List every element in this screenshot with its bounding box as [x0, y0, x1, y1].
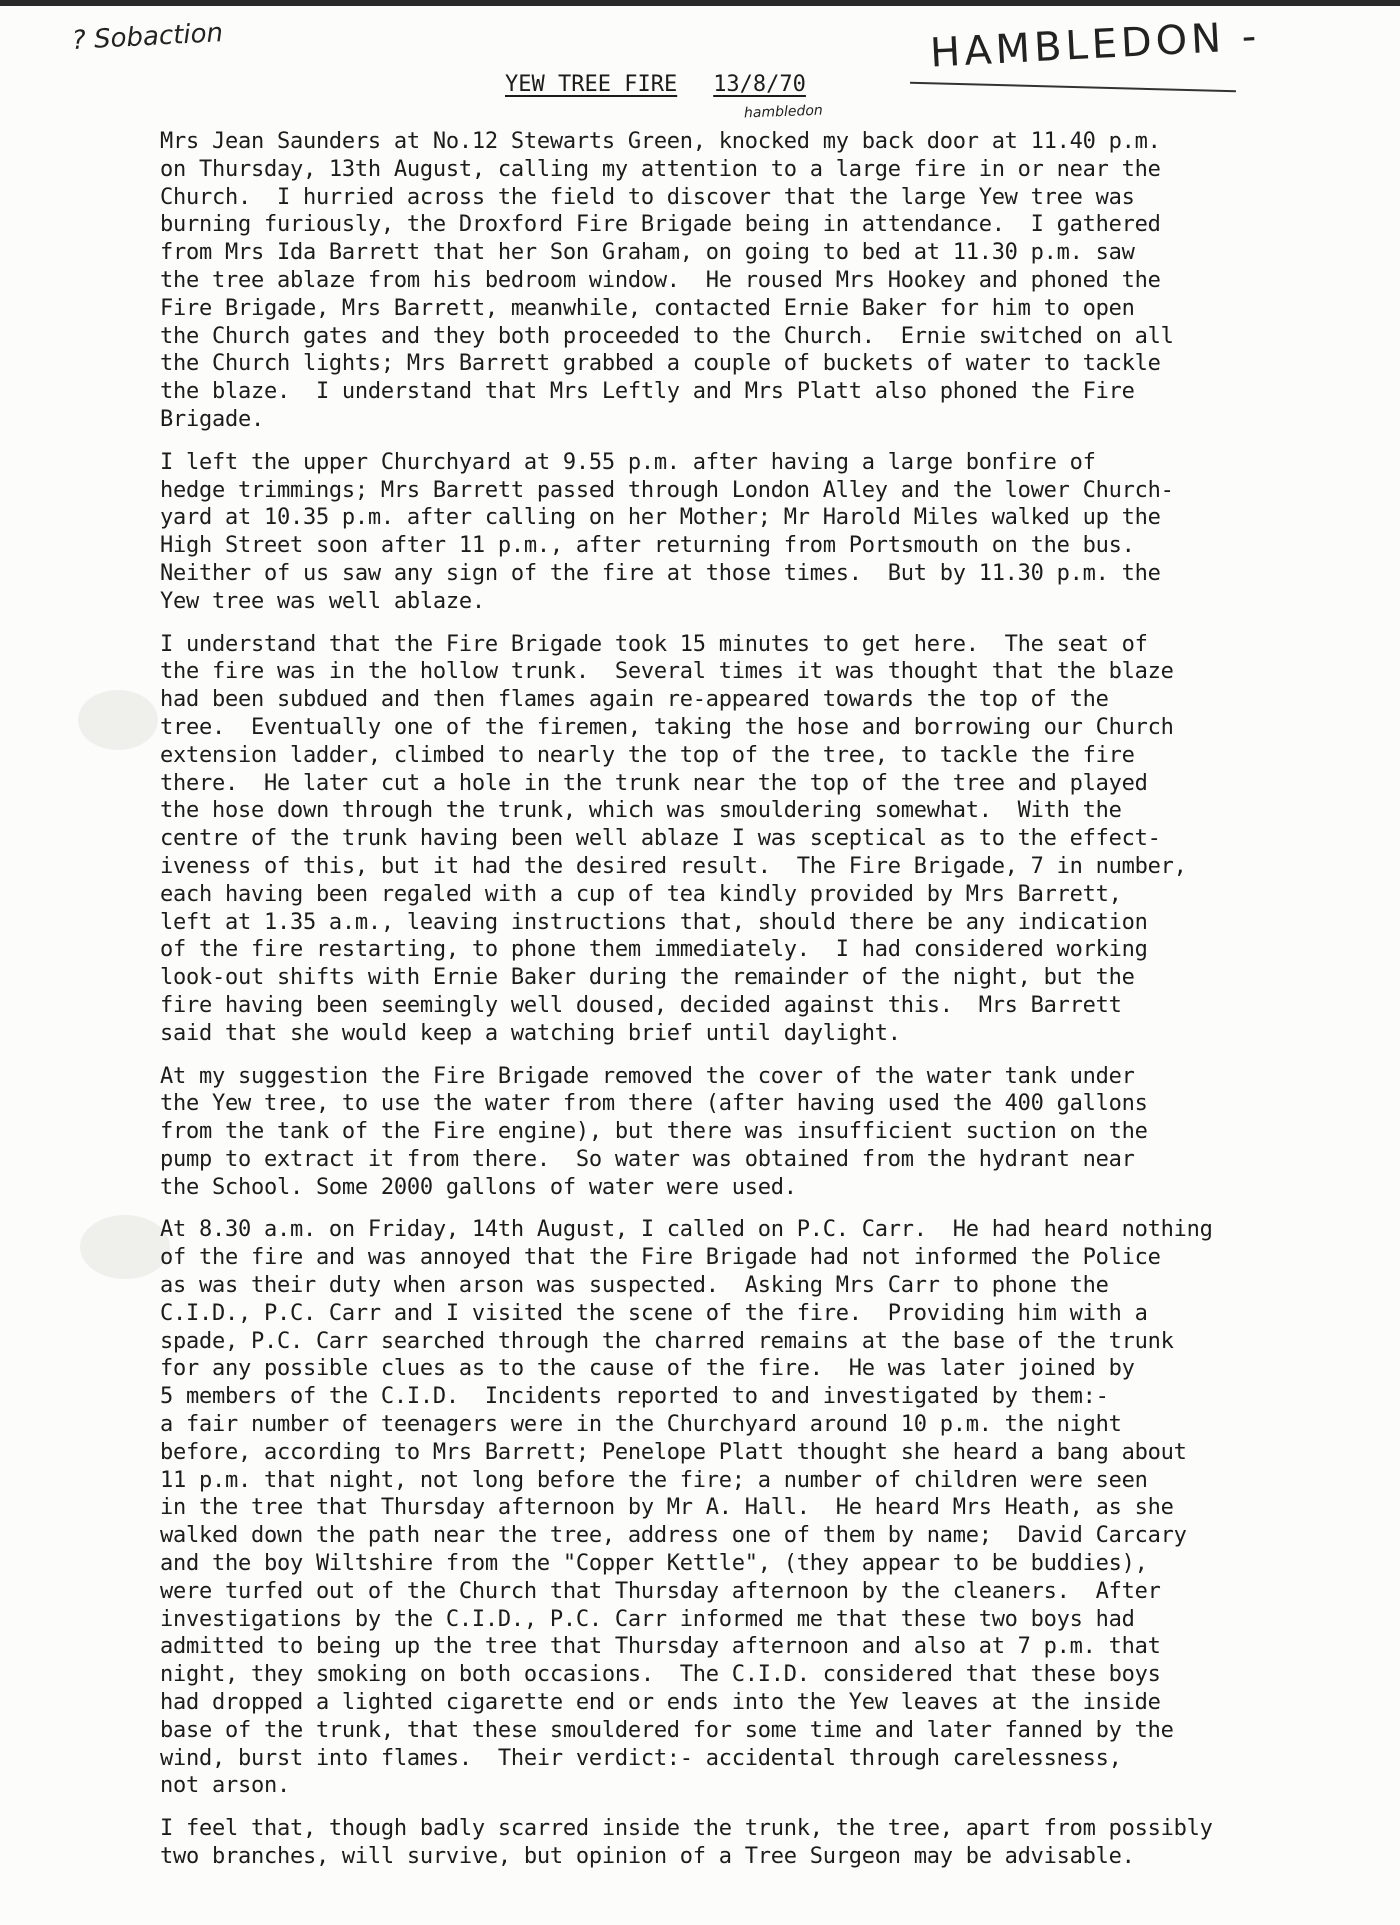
text-line: pump to extract it from there. So water was obtained from the hydrant near: [160, 1146, 1135, 1172]
text-line: iveness of this, but it had the desired result. The Fire Brigade, 7 in number,: [160, 853, 1187, 879]
text-line: burning furiously, the Droxford Fire Brigade being in attendance. I gathered: [160, 212, 1161, 238]
text-line: a fair number of teenagers were in the Churchyard around 10 p.m. the night: [160, 1412, 1122, 1438]
text-line: from the tank of the Fire engine), but there was insufficient suction on the: [160, 1119, 1148, 1145]
text-line: the hose down through the trunk, which was smouldering somewhat. With the: [160, 798, 1122, 824]
text-line: each having been regaled with a cup of tea kindly provided by Mrs Barrett,: [160, 881, 1122, 907]
text-line: Mrs Jean Saunders at No.12 Stewarts Green, knocked my back door at 11.40 p.m.: [160, 129, 1161, 154]
paragraph-6: [160, 1815, 1340, 1871]
text-line: Brigade.: [160, 406, 264, 432]
text-line: in the tree that Thursday afternoon by Mr A. Hall. He heard Mrs Heath, as she: [160, 1495, 1174, 1521]
text-line: base of the trunk, that these smouldered for some time and later fanned by the: [160, 1717, 1174, 1743]
text-line: the Church gates and they both proceeded to the Church. Ernie switched on all: [160, 323, 1174, 349]
text-line: tree. Eventually one of the firemen, taking the hose and borrowing our Church: [160, 714, 1174, 740]
text-line: hedge trimmings; Mrs Barrett passed through London Alley and the lower Church-: [160, 477, 1174, 503]
text-line: of the fire and was annoyed that the Fire Brigade had not informed the Police: [160, 1245, 1161, 1271]
title-date: 13/8/70: [713, 72, 806, 97]
document-body: [160, 128, 1340, 1886]
text-line: the Church lights; Mrs Barrett grabbed a couple of buckets of water to tackle: [160, 351, 1161, 377]
text-line: Yew tree was well ablaze.: [160, 588, 485, 614]
paragraph-2: [160, 449, 1340, 616]
text-line: on Thursday, 13th August, calling my attention to a large fire in or near the: [160, 156, 1161, 182]
paper-blemish: [78, 690, 158, 750]
text-line: At 8.30 a.m. on Friday, 14th August, I called on P.C. Carr. He had heard nothing: [160, 1217, 1213, 1243]
text-line: At my suggestion the Fire Brigade removed the cover of the water tank under: [160, 1063, 1135, 1089]
text-line: I left the upper Churchyard at 9.55 p.m. after having a large bonfire of: [160, 449, 1096, 475]
text-line: the tree ablaze from his bedroom window. He roused Mrs Hookey and phoned the: [160, 267, 1161, 293]
text-line: left at 1.35 a.m., leaving instructions that, should there be any indication: [160, 909, 1148, 935]
text-line: the Yew tree, to use the water from there (after having used the 400 gallons: [160, 1091, 1148, 1117]
document-title: [505, 72, 806, 97]
paragraph-3: [160, 631, 1340, 1048]
text-line: night, they smoking on both occasions. The C.I.D. considered that these boys: [160, 1662, 1161, 1688]
text-line: Church. I hurried across the field to discover that the large Yew tree was: [160, 184, 1135, 210]
text-line: extension ladder, climbed to nearly the top of the tree, to tackle the fire: [160, 742, 1135, 768]
handwritten-place-name: HAMBLEDON -: [929, 13, 1262, 77]
paragraph-4: [160, 1063, 1340, 1202]
text-line: C.I.D., P.C. Carr and I visited the scene of the fire. Providing him with a: [160, 1300, 1148, 1326]
text-line: wind, burst into flames. Their verdict:- accidental through carelessness,: [160, 1745, 1122, 1771]
text-line: fire having been seemingly well doused, decided against this. Mrs Barrett: [160, 992, 1122, 1018]
text-line: before, according to Mrs Barrett; Penelope Platt thought she heard a bang about: [160, 1439, 1187, 1465]
text-line: and the boy Wiltshire from the "Copper Kettle", (they appear to be buddies),: [160, 1551, 1148, 1577]
handwritten-note-top-left: ? Sobaction: [71, 18, 224, 56]
text-line: the blaze. I understand that Mrs Leftly and Mrs Platt also phoned the Fire: [160, 379, 1135, 405]
text-line: had dropped a lighted cigarette end or ends into the Yew leaves at the inside: [160, 1690, 1161, 1716]
text-line: of the fire restarting, to phone them immediately. I had considered working: [160, 937, 1148, 963]
text-line: centre of the trunk having been well ablaze I was sceptical as to the effect-: [160, 826, 1161, 852]
text-line: 11 p.m. that night, not long before the fire; a number of children were seen: [160, 1467, 1148, 1493]
text-line: High Street soon after 11 p.m., after returning from Portsmouth on the bus.: [160, 533, 1135, 559]
text-line: 5 members of the C.I.D. Incidents reported to and investigated by them:-: [160, 1384, 1109, 1410]
text-line: walked down the path near the tree, address one of them by name; David Carcary: [160, 1523, 1187, 1549]
paragraph-5: [160, 1216, 1340, 1800]
paragraph-1: [160, 128, 1340, 434]
text-line: had been subdued and then flames again re-appeared towards the top of the: [160, 687, 1109, 713]
text-line: not arson.: [160, 1773, 290, 1799]
text-line: I understand that the Fire Brigade took 15 minutes to get here. The seat of: [160, 631, 1148, 657]
text-line: said that she would keep a watching brief until daylight.: [160, 1020, 901, 1046]
text-line: Fire Brigade, Mrs Barrett, meanwhile, contacted Ernie Baker for him to open: [160, 295, 1135, 321]
paper-blemish: [80, 1215, 170, 1279]
text-line: spade, P.C. Carr searched through the charred remains at the base of the trunk: [160, 1328, 1174, 1354]
handwritten-underline: [910, 82, 1236, 93]
handwritten-annotation: hambledon: [743, 102, 824, 122]
scan-edge: [0, 0, 1400, 6]
text-line: I feel that, though badly scarred inside the trunk, the tree, apart from possibly: [160, 1816, 1213, 1842]
text-line: as was their duty when arson was suspected. Asking Mrs Carr to phone the: [160, 1273, 1109, 1299]
title-text: YEW TREE FIRE: [505, 72, 678, 97]
text-line: yard at 10.35 p.m. after calling on her Mother; Mr Harold Miles walked up the: [160, 505, 1161, 531]
text-line: the School. Some 2000 gallons of water were used.: [160, 1174, 797, 1200]
text-line: the fire was in the hollow trunk. Several times it was thought that the blaze: [160, 659, 1174, 685]
text-line: from Mrs Ida Barrett that her Son Graham, on going to bed at 11.30 p.m. saw: [160, 240, 1135, 266]
text-line: look-out shifts with Ernie Baker during the remainder of the night, but the: [160, 965, 1135, 991]
text-line: were turfed out of the Church that Thursday afternoon by the cleaners. After: [160, 1578, 1161, 1604]
text-line: Neither of us saw any sign of the fire at those times. But by 11.30 p.m. the: [160, 560, 1161, 586]
text-line: two branches, will survive, but opinion of a Tree Surgeon may be advisable.: [160, 1844, 1135, 1870]
text-line: for any possible clues as to the cause of the fire. He was later joined by: [160, 1356, 1135, 1382]
text-line: admitted to being up the tree that Thursday afternoon and also at 7 p.m. that: [160, 1634, 1161, 1660]
text-line: investigations by the C.I.D., P.C. Carr informed me that these two boys had: [160, 1606, 1135, 1632]
text-line: there. He later cut a hole in the trunk near the top of the tree and played: [160, 770, 1148, 796]
